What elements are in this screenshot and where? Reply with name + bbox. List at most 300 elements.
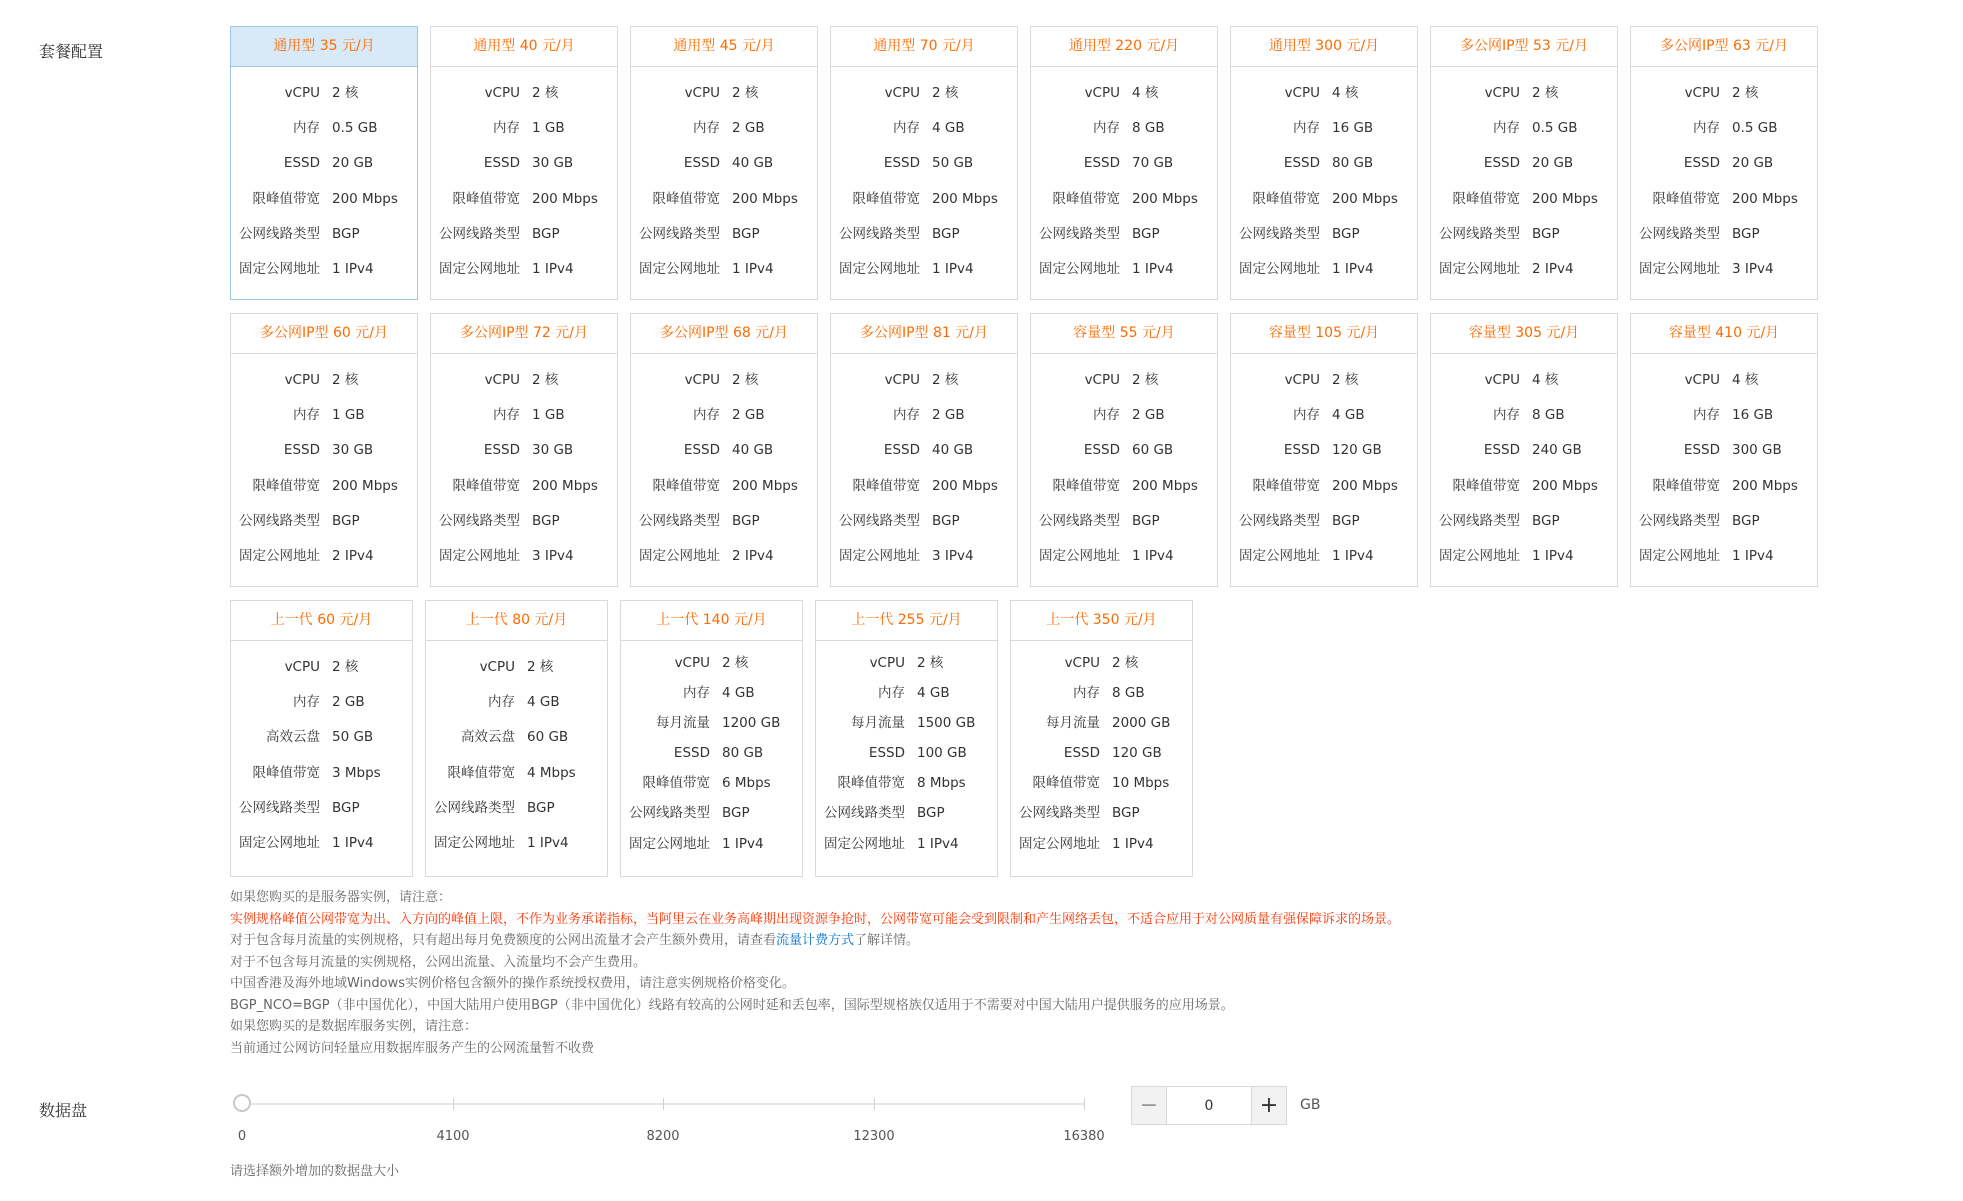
spec-value: BGP (1132, 225, 1160, 242)
spec-value: 1 IPv4 (1332, 260, 1374, 277)
spec-label: 内存 (1293, 120, 1320, 137)
spec-row (816, 768, 997, 798)
spec-row (1231, 539, 1417, 574)
slider-tick-label: 16380 (1063, 1129, 1105, 1144)
spec-row (1011, 708, 1192, 738)
spec-label: 每月流量 (656, 715, 710, 732)
spec-label: 限峰值带宽 (447, 764, 515, 781)
spec-value: BGP (932, 225, 960, 242)
plan-title: 多公网IP型 81 元/月 (831, 314, 1017, 354)
spec-row (1431, 76, 1617, 111)
bandwidth-warning: 实例规格峰值公网带宽为出、入方向的峰值上限，不作为业务承诺指标，当阿里云在业务高峰期出现资源争抢时，公网带宽可能会受到限制和产生网络丢包，不适合应用于对公网质量有强保障诉求的场景。 (230, 911, 1401, 927)
spec-row (816, 798, 997, 828)
spec-value: 1 GB (532, 407, 565, 424)
spec-row (831, 76, 1017, 111)
disk-size-stepper[interactable] (1131, 1086, 1287, 1125)
plan-title: 通用型 70 元/月 (831, 27, 1017, 67)
plan-card[interactable] (230, 313, 418, 587)
spec-row (831, 539, 1017, 574)
spec-value: BGP (532, 225, 560, 242)
spec-row (631, 146, 817, 181)
spec-value: 1 IPv4 (1132, 260, 1174, 277)
spec-value: 200 Mbps (1332, 190, 1398, 207)
plan-card[interactable] (830, 26, 1018, 300)
slider-tick (453, 1098, 454, 1110)
spec-value: 4 核 (1132, 85, 1159, 101)
spec-label: 公网线路类型 (1039, 225, 1120, 242)
spec-value: 30 GB (332, 442, 374, 459)
spec-label: 限峰值带宽 (852, 190, 920, 207)
spec-label: 限峰值带宽 (1032, 775, 1100, 792)
spec-value: 1 IPv4 (1732, 547, 1774, 564)
spec-row (231, 504, 417, 539)
spec-label: vCPU (1064, 655, 1100, 671)
spec-row (816, 708, 997, 738)
spec-row (231, 539, 417, 574)
spec-label: 高效云盘 (266, 729, 320, 746)
spec-value: 200 Mbps (732, 477, 798, 494)
spec-label: 公网线路类型 (1019, 805, 1100, 822)
spec-value: 1 IPv4 (732, 260, 774, 277)
spec-row (1011, 678, 1192, 708)
spec-value: 2 GB (932, 407, 965, 424)
spec-row (1431, 363, 1617, 398)
plan-card[interactable] (425, 600, 608, 877)
spec-row (1011, 648, 1192, 678)
spec-label: 公网线路类型 (629, 805, 710, 822)
spec-label: 内存 (683, 685, 710, 702)
spec-label: vCPU (884, 372, 920, 388)
spec-value: 200 Mbps (1532, 477, 1598, 494)
spec-row (1231, 146, 1417, 181)
spec-label: ESSD (483, 442, 520, 459)
spec-row (831, 182, 1017, 217)
spec-row (1631, 469, 1817, 504)
spec-label: ESSD (673, 745, 710, 762)
spec-value: 120 GB (1112, 745, 1162, 762)
plan-card[interactable] (230, 600, 413, 877)
spec-row (231, 217, 417, 252)
spec-value: 4 核 (1332, 85, 1359, 101)
spec-value: 2 核 (932, 85, 959, 101)
plan-row-3 (230, 600, 1205, 877)
spec-value: 8 GB (1532, 407, 1565, 424)
spec-value: BGP (1112, 805, 1140, 822)
plan-card[interactable] (430, 26, 618, 300)
plan-card[interactable] (1430, 26, 1618, 300)
spec-value: 200 Mbps (932, 190, 998, 207)
spec-value: 4 GB (917, 685, 950, 702)
spec-value: 0.5 GB (1732, 120, 1778, 137)
plan-specs (231, 641, 412, 861)
spec-value: 40 GB (932, 442, 974, 459)
spec-row (231, 252, 417, 287)
plan-card[interactable] (1030, 26, 1218, 300)
spec-label: 限峰值带宽 (452, 477, 520, 494)
spec-row (831, 398, 1017, 433)
spec-row (1431, 146, 1617, 181)
spec-row (426, 685, 607, 720)
plan-specs (831, 354, 1017, 574)
plan-specs (231, 354, 417, 574)
spec-label: vCPU (1084, 85, 1120, 101)
spec-value: 0.5 GB (1532, 120, 1578, 137)
spec-value: 200 Mbps (1132, 477, 1198, 494)
spec-label: 限峰值带宽 (252, 190, 320, 207)
spec-row (231, 650, 412, 685)
spec-row (431, 433, 617, 468)
spec-row (1031, 252, 1217, 287)
spec-label: 公网线路类型 (824, 805, 905, 822)
spec-label: vCPU (684, 372, 720, 388)
spec-row (1231, 363, 1417, 398)
spec-row (621, 678, 802, 708)
decrement-button[interactable]: − (1132, 1087, 1166, 1124)
spec-label: 固定公网地址 (1439, 547, 1520, 564)
spec-row (231, 720, 412, 755)
plan-card[interactable] (430, 313, 618, 587)
spec-label: 公网线路类型 (639, 512, 720, 529)
spec-row (1031, 363, 1217, 398)
spec-row (1631, 539, 1817, 574)
spec-label: ESSD (1283, 155, 1320, 172)
slider-tick-label: 12300 (853, 1129, 895, 1144)
spec-value: 2 核 (1332, 372, 1359, 388)
traffic-note-text: 对于包含每月流量的实例规格，只有超出每月免费额度的公网出流量才会产生额外费用，请查看 (230, 933, 777, 948)
server-notes-intro: 如果您购买的是服务器实例，请注意： (230, 890, 452, 905)
spec-row (1631, 398, 1817, 433)
spec-row (831, 252, 1017, 287)
spec-label: vCPU (1484, 372, 1520, 388)
spec-label: 固定公网地址 (1639, 260, 1720, 277)
spec-value: 2 核 (527, 659, 554, 675)
spec-value: 200 Mbps (1732, 190, 1798, 207)
spec-value: BGP (932, 512, 960, 529)
spec-value: 120 GB (1332, 442, 1382, 459)
spec-row (831, 217, 1017, 252)
traffic-note-tail: 了解详情。 (854, 933, 920, 948)
spec-row (831, 363, 1017, 398)
db-notes-intro: 如果您购买的是数据库服务实例，请注意： (230, 1019, 478, 1034)
plan-card[interactable] (630, 26, 818, 300)
increment-button[interactable]: + (1252, 1087, 1286, 1124)
spec-row (1431, 539, 1617, 574)
spec-value: BGP (1332, 225, 1360, 242)
spec-row (1031, 76, 1217, 111)
spec-label: ESSD (283, 155, 320, 172)
db-traffic-note: 当前通过公网访问轻量应用数据库服务产生的公网流量暂不收费 (230, 1040, 595, 1056)
spec-row (431, 76, 617, 111)
slider-handle[interactable] (233, 1094, 251, 1112)
spec-value: BGP (1732, 225, 1760, 242)
spec-value: BGP (1132, 512, 1160, 529)
plan-title: 通用型 35 元/月 (231, 27, 417, 67)
spec-label: 内存 (893, 120, 920, 137)
spec-row (1031, 539, 1217, 574)
plan-specs (1431, 354, 1617, 574)
spec-label: ESSD (1483, 442, 1520, 459)
plan-card[interactable] (830, 313, 1018, 587)
spec-label: 固定公网地址 (839, 547, 920, 564)
spec-label: 内存 (1693, 120, 1720, 137)
spec-label: 限峰值带宽 (1452, 477, 1520, 494)
spec-value: 200 Mbps (332, 477, 398, 494)
spec-row (231, 76, 417, 111)
spec-label: 内存 (1693, 407, 1720, 424)
slider-tick (1084, 1098, 1085, 1110)
plan-specs (1231, 67, 1417, 287)
spec-value: BGP (1332, 512, 1360, 529)
spec-label: 限峰值带宽 (252, 764, 320, 781)
spec-value: 80 GB (1332, 155, 1374, 172)
traffic-billing-link[interactable]: 流量计费方式 (776, 933, 855, 948)
spec-row (1011, 738, 1192, 768)
spec-value: 2000 GB (1112, 715, 1171, 732)
plan-card[interactable] (1010, 600, 1193, 877)
spec-row (1031, 398, 1217, 433)
spec-value: 2 IPv4 (1532, 260, 1574, 277)
spec-value: 3 IPv4 (532, 547, 574, 564)
spec-row (631, 182, 817, 217)
spec-label: 内存 (493, 407, 520, 424)
plan-card[interactable] (1630, 26, 1818, 300)
spec-value: BGP (332, 225, 360, 242)
disk-size-input[interactable] (1166, 1087, 1252, 1124)
spec-value: 2 核 (332, 85, 359, 101)
spec-value: 4 Mbps (527, 764, 576, 781)
spec-row (1431, 111, 1617, 146)
plan-specs (431, 67, 617, 287)
spec-value: BGP (1732, 512, 1760, 529)
spec-label: ESSD (283, 442, 320, 459)
spec-row (1431, 433, 1617, 468)
spec-value: 200 Mbps (532, 477, 598, 494)
plan-specs (631, 67, 817, 287)
spec-label: 公网线路类型 (239, 512, 320, 529)
spec-row (231, 433, 417, 468)
spec-label: 内存 (693, 120, 720, 137)
spec-value: 2 IPv4 (332, 547, 374, 564)
spec-label: 固定公网地址 (839, 260, 920, 277)
spec-value: 2 GB (1132, 407, 1165, 424)
spec-value: 1 IPv4 (532, 260, 574, 277)
plan-card[interactable] (230, 26, 418, 300)
spec-row (1031, 146, 1217, 181)
spec-value: 2 核 (532, 372, 559, 388)
spec-label: vCPU (1084, 372, 1120, 388)
plan-card[interactable] (1230, 313, 1418, 587)
spec-value: 8 GB (1132, 120, 1165, 137)
spec-label: 公网线路类型 (1239, 225, 1320, 242)
spec-label: vCPU (484, 372, 520, 388)
spec-value: 1 IPv4 (332, 260, 374, 277)
plan-specs (1431, 67, 1617, 287)
plan-card[interactable] (815, 600, 998, 877)
spec-label: vCPU (1484, 85, 1520, 101)
spec-row (621, 829, 802, 859)
spec-value: 4 核 (1732, 372, 1759, 388)
spec-value: 1 IPv4 (1132, 547, 1174, 564)
plan-card[interactable] (1230, 26, 1418, 300)
spec-label: 公网线路类型 (639, 225, 720, 242)
spec-row (1231, 217, 1417, 252)
spec-value: 8 Mbps (917, 775, 966, 792)
plan-card[interactable] (630, 313, 818, 587)
windows-note: 中国香港及海外地域Windows实例价格包含额外的操作系统授权费用，请注意实例规格价格变化。 (230, 976, 796, 991)
slider-tick-label: 0 (237, 1129, 247, 1144)
spec-label: 固定公网地址 (239, 834, 320, 851)
spec-label: 公网线路类型 (434, 799, 515, 816)
spec-value: 40 GB (732, 442, 774, 459)
spec-row (431, 111, 617, 146)
spec-value: 0.5 GB (332, 120, 378, 137)
spec-value: BGP (532, 512, 560, 529)
spec-row (816, 829, 997, 859)
plan-specs (1231, 354, 1417, 574)
spec-value: 3 IPv4 (1732, 260, 1774, 277)
spec-row (231, 469, 417, 504)
spec-value: 1 GB (532, 120, 565, 137)
spec-label: 公网线路类型 (1039, 512, 1120, 529)
spec-value: 1 IPv4 (1532, 547, 1574, 564)
spec-label: 固定公网地址 (239, 260, 320, 277)
spec-label: 限峰值带宽 (652, 477, 720, 494)
plan-card[interactable] (1430, 313, 1618, 587)
spec-label: 限峰值带宽 (642, 775, 710, 792)
spec-row (1631, 433, 1817, 468)
plan-title: 容量型 305 元/月 (1431, 314, 1617, 354)
spec-label: ESSD (1083, 442, 1120, 459)
spec-row (231, 182, 417, 217)
plan-card[interactable] (620, 600, 803, 877)
plan-row-2 (230, 313, 1830, 587)
spec-label: 内存 (1093, 120, 1120, 137)
spec-row (231, 826, 412, 861)
spec-value: 2 核 (732, 372, 759, 388)
spec-label: ESSD (868, 745, 905, 762)
spec-value: 200 Mbps (1732, 477, 1798, 494)
spec-value: 30 GB (532, 155, 574, 172)
spec-value: 2 核 (332, 372, 359, 388)
spec-label: 内存 (693, 407, 720, 424)
spec-value: 1500 GB (917, 715, 976, 732)
slider-tick (663, 1098, 664, 1110)
spec-label: 内存 (488, 694, 515, 711)
spec-row (1431, 252, 1617, 287)
spec-row (1631, 111, 1817, 146)
spec-value: 1200 GB (722, 715, 781, 732)
spec-value: 10 Mbps (1112, 775, 1170, 792)
spec-value: 4 核 (1532, 372, 1559, 388)
spec-row (1011, 829, 1192, 859)
spec-value: 4 GB (932, 120, 965, 137)
plan-section-label: 套餐配置 (39, 42, 104, 61)
slider-tick-label: 8200 (646, 1129, 680, 1144)
slider-tick-label: 4100 (436, 1129, 470, 1144)
spec-row (631, 111, 817, 146)
spec-label: ESSD (1083, 155, 1120, 172)
spec-label: 内存 (1073, 685, 1100, 702)
spec-row (631, 433, 817, 468)
spec-label: ESSD (483, 155, 520, 172)
plan-title: 通用型 220 元/月 (1031, 27, 1217, 67)
spec-value: 2 核 (332, 659, 359, 675)
plan-card[interactable] (1630, 313, 1818, 587)
spec-label: 公网线路类型 (1439, 512, 1520, 529)
plan-specs (631, 354, 817, 574)
plan-specs (1031, 354, 1217, 574)
spec-row (816, 738, 997, 768)
spec-row (426, 791, 607, 826)
spec-value: 30 GB (532, 442, 574, 459)
spec-row (1431, 182, 1617, 217)
spec-row (231, 756, 412, 791)
disk-size-slider[interactable] (230, 1088, 1105, 1148)
spec-row (1031, 182, 1217, 217)
spec-row (231, 146, 417, 181)
spec-value: BGP (732, 512, 760, 529)
spec-value: 2 核 (1132, 372, 1159, 388)
spec-label: ESSD (1283, 442, 1320, 459)
spec-value: 4 GB (527, 694, 560, 711)
spec-row (621, 648, 802, 678)
spec-value: 240 GB (1532, 442, 1582, 459)
spec-value: 50 GB (332, 729, 374, 746)
spec-row (621, 708, 802, 738)
plan-specs (621, 641, 802, 859)
spec-label: 限峰值带宽 (1252, 477, 1320, 494)
spec-value: 16 GB (1732, 407, 1774, 424)
spec-row (1431, 398, 1617, 433)
spec-label: 公网线路类型 (1639, 512, 1720, 529)
plan-title: 容量型 410 元/月 (1631, 314, 1817, 354)
spec-label: 固定公网地址 (434, 834, 515, 851)
spec-row (1631, 146, 1817, 181)
spec-value: 200 Mbps (332, 190, 398, 207)
spec-row (1011, 798, 1192, 828)
spec-label: vCPU (869, 655, 905, 671)
spec-label: 内存 (293, 407, 320, 424)
spec-label: 固定公网地址 (639, 260, 720, 277)
spec-row (1631, 504, 1817, 539)
plan-title: 多公网IP型 72 元/月 (431, 314, 617, 354)
spec-value: 20 GB (1732, 155, 1774, 172)
spec-label: 公网线路类型 (239, 799, 320, 816)
spec-label: 固定公网地址 (1039, 260, 1120, 277)
spec-value: 300 GB (1732, 442, 1782, 459)
plan-title: 多公网IP型 68 元/月 (631, 314, 817, 354)
spec-value: BGP (1532, 512, 1560, 529)
spec-value: 2 核 (1532, 85, 1559, 101)
spec-label: 固定公网地址 (1639, 547, 1720, 564)
plan-card[interactable] (1030, 313, 1218, 587)
spec-row (1231, 433, 1417, 468)
spec-label: ESSD (1483, 155, 1520, 172)
spec-label: 内存 (293, 694, 320, 711)
spec-value: 3 IPv4 (932, 547, 974, 564)
spec-value: 20 GB (332, 155, 374, 172)
spec-label: ESSD (1063, 745, 1100, 762)
spec-row (231, 791, 412, 826)
plan-title: 上一代 60 元/月 (231, 601, 412, 641)
spec-value: 20 GB (1532, 155, 1574, 172)
plan-specs (1031, 67, 1217, 287)
spec-row (231, 685, 412, 720)
spec-value: BGP (332, 799, 360, 816)
spec-row (1631, 76, 1817, 111)
spec-label: 内存 (1493, 407, 1520, 424)
traffic-note (230, 930, 1400, 952)
